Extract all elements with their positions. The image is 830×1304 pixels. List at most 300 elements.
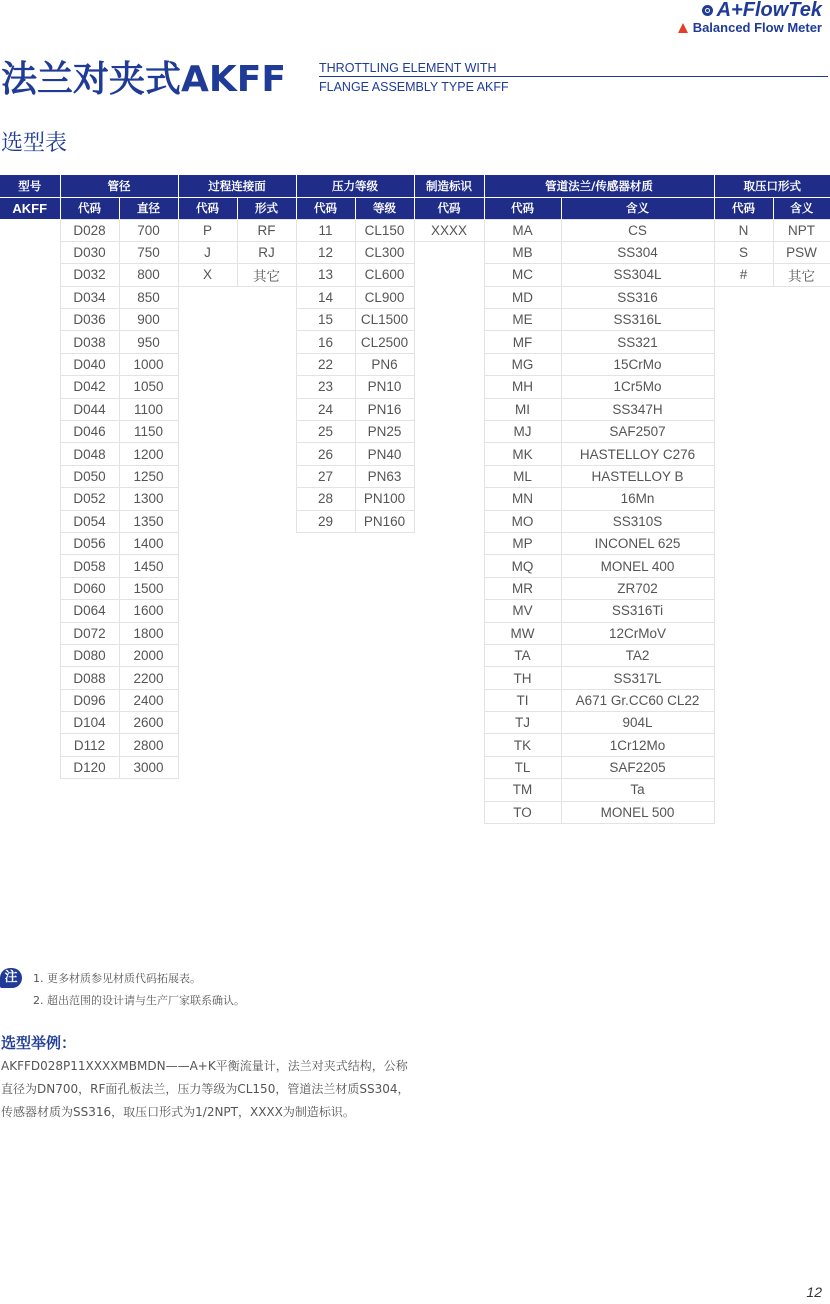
model-cell-empty [0, 353, 60, 375]
empty-cell [414, 331, 484, 353]
pipe-code: D058 [60, 555, 119, 577]
empty-cell [773, 712, 830, 734]
empty-cell [178, 376, 237, 398]
empty-cell [178, 577, 237, 599]
pipe-diameter: 2400 [119, 689, 178, 711]
empty-cell [714, 734, 773, 756]
model-cell-empty [0, 756, 60, 778]
empty-cell [355, 600, 414, 622]
empty-cell [714, 331, 773, 353]
pipe-code: D046 [60, 421, 119, 443]
tap-type: 其它 [773, 264, 830, 286]
empty-cell [773, 286, 830, 308]
tap-type: PSW [773, 241, 830, 263]
empty-cell [237, 779, 296, 801]
group-header: 取压口形式 [714, 175, 830, 197]
empty-cell [178, 779, 237, 801]
empty-cell [296, 600, 355, 622]
pipe-code: D060 [60, 577, 119, 599]
empty-cell [773, 532, 830, 554]
material-code: MW [484, 622, 561, 644]
empty-cell [414, 756, 484, 778]
empty-cell [414, 241, 484, 263]
empty-cell [178, 756, 237, 778]
note-badge: 注 [0, 968, 22, 988]
empty-cell [296, 756, 355, 778]
empty-cell [237, 465, 296, 487]
model-cell-empty [0, 264, 60, 286]
material-name: MONEL 500 [561, 801, 714, 823]
logo-ring-icon [702, 5, 713, 16]
pressure-code: 16 [296, 331, 355, 353]
sub-header: 代码 [484, 197, 561, 219]
table-row [0, 421, 830, 443]
material-name: SS310S [561, 510, 714, 532]
pressure-class: CL150 [355, 219, 414, 241]
pipe-diameter: 2200 [119, 667, 178, 689]
model-code: AKFF [0, 197, 60, 219]
material-name: SS316 [561, 286, 714, 308]
pressure-class: PN40 [355, 443, 414, 465]
pipe-diameter: 1450 [119, 555, 178, 577]
empty-cell [178, 488, 237, 510]
empty-cell [773, 577, 830, 599]
material-name: A671 Gr.CC60 CL22 [561, 689, 714, 711]
empty-cell [773, 443, 830, 465]
brand-tagline: Balanced Flow Meter [692, 20, 822, 35]
pipe-diameter: 2800 [119, 734, 178, 756]
model-cell-empty [0, 421, 60, 443]
empty-cell [237, 488, 296, 510]
empty-cell [414, 398, 484, 420]
empty-cell [414, 622, 484, 644]
sub-header: 代码 [178, 197, 237, 219]
empty-cell [237, 555, 296, 577]
table-row [0, 689, 830, 711]
material-name: SS316Ti [561, 600, 714, 622]
pipe-code: D104 [60, 712, 119, 734]
empty-cell [296, 667, 355, 689]
empty-cell [60, 801, 119, 823]
pressure-code: 12 [296, 241, 355, 263]
empty-cell [773, 779, 830, 801]
empty-cell [414, 264, 484, 286]
table-row [0, 510, 830, 532]
pipe-diameter: 1000 [119, 353, 178, 375]
empty-cell [773, 622, 830, 644]
empty-cell [178, 689, 237, 711]
empty-cell [714, 443, 773, 465]
model-cell-empty [0, 712, 60, 734]
connection-code: P [178, 219, 237, 241]
empty-cell [714, 577, 773, 599]
empty-cell [296, 734, 355, 756]
empty-cell [714, 510, 773, 532]
pipe-code: D088 [60, 667, 119, 689]
empty-cell [237, 376, 296, 398]
empty-cell [773, 555, 830, 577]
empty-cell [355, 622, 414, 644]
material-code: MN [484, 488, 561, 510]
empty-cell [714, 421, 773, 443]
pressure-class: PN100 [355, 488, 414, 510]
pipe-diameter: 1100 [119, 398, 178, 420]
empty-cell [355, 712, 414, 734]
pressure-code: 13 [296, 264, 355, 286]
material-code: ML [484, 465, 561, 487]
empty-cell [237, 353, 296, 375]
empty-cell [296, 555, 355, 577]
empty-cell [714, 622, 773, 644]
empty-cell [414, 667, 484, 689]
pipe-diameter: 1300 [119, 488, 178, 510]
empty-cell [355, 555, 414, 577]
table-row [0, 532, 830, 554]
empty-cell [296, 532, 355, 554]
pipe-code: D050 [60, 465, 119, 487]
empty-cell [178, 532, 237, 554]
pipe-diameter: 2600 [119, 712, 178, 734]
empty-cell [773, 465, 830, 487]
empty-cell [178, 667, 237, 689]
empty-cell [296, 644, 355, 666]
empty-cell [178, 331, 237, 353]
empty-cell [773, 376, 830, 398]
pipe-code: D052 [60, 488, 119, 510]
empty-cell [119, 801, 178, 823]
empty-cell [355, 779, 414, 801]
model-cell-empty [0, 241, 60, 263]
model-cell-empty [0, 331, 60, 353]
pipe-diameter: 1350 [119, 510, 178, 532]
empty-cell [178, 443, 237, 465]
pipe-diameter: 1600 [119, 600, 178, 622]
pipe-code: D040 [60, 353, 119, 375]
pipe-code: D028 [60, 219, 119, 241]
pressure-class: CL600 [355, 264, 414, 286]
table-row [0, 443, 830, 465]
table-row [0, 376, 830, 398]
table-row [0, 286, 830, 308]
pipe-code: D064 [60, 600, 119, 622]
empty-cell [237, 734, 296, 756]
material-code: MD [484, 286, 561, 308]
pipe-code: D096 [60, 689, 119, 711]
model-cell-empty [0, 779, 60, 801]
material-name: SS317L [561, 667, 714, 689]
model-cell-empty [0, 309, 60, 331]
table-row [0, 264, 830, 286]
empty-cell [414, 353, 484, 375]
sub-header: 含义 [773, 197, 830, 219]
empty-cell [773, 756, 830, 778]
material-code: TA [484, 644, 561, 666]
pipe-code: D054 [60, 510, 119, 532]
pipe-diameter: 900 [119, 309, 178, 331]
material-name: 16Mn [561, 488, 714, 510]
table-sub-header-row [0, 197, 830, 219]
material-name: 904L [561, 712, 714, 734]
material-name: 1Cr12Mo [561, 734, 714, 756]
sub-header: 等级 [355, 197, 414, 219]
pressure-code: 15 [296, 309, 355, 331]
pipe-diameter: 800 [119, 264, 178, 286]
empty-cell [178, 600, 237, 622]
material-code: TI [484, 689, 561, 711]
empty-cell [414, 286, 484, 308]
brand-tagline-row [678, 20, 822, 35]
pressure-class: PN160 [355, 510, 414, 532]
material-name: SAF2205 [561, 756, 714, 778]
material-code: MV [484, 600, 561, 622]
empty-cell [355, 644, 414, 666]
empty-cell [355, 667, 414, 689]
pipe-diameter: 950 [119, 331, 178, 353]
empty-cell [414, 532, 484, 554]
empty-cell [178, 712, 237, 734]
table-row [0, 353, 830, 375]
pipe-code: D112 [60, 734, 119, 756]
material-name: SAF2507 [561, 421, 714, 443]
pipe-diameter: 1500 [119, 577, 178, 599]
empty-cell [178, 734, 237, 756]
empty-cell [355, 756, 414, 778]
material-name: SS304L [561, 264, 714, 286]
title-en-line2: FLANGE ASSEMBLY TYPE AKFF [319, 80, 509, 94]
empty-cell [296, 801, 355, 823]
empty-cell [178, 801, 237, 823]
pressure-class: CL1500 [355, 309, 414, 331]
material-name: 1Cr5Mo [561, 376, 714, 398]
empty-cell [714, 801, 773, 823]
empty-cell [714, 555, 773, 577]
empty-cell [773, 600, 830, 622]
material-name: MONEL 400 [561, 555, 714, 577]
empty-cell [414, 734, 484, 756]
empty-cell [414, 801, 484, 823]
pipe-code: D080 [60, 644, 119, 666]
empty-cell [773, 734, 830, 756]
connection-type: RF [237, 219, 296, 241]
empty-cell [237, 443, 296, 465]
model-cell-empty [0, 801, 60, 823]
model-cell-empty [0, 600, 60, 622]
pressure-code: 26 [296, 443, 355, 465]
table-row [0, 398, 830, 420]
logo-triangle-icon [678, 23, 688, 33]
model-cell-empty [0, 667, 60, 689]
empty-cell [296, 712, 355, 734]
pipe-code: D032 [60, 264, 119, 286]
pipe-code: D034 [60, 286, 119, 308]
empty-cell [714, 376, 773, 398]
title-en-line1: THROTTLING ELEMENT WITH [319, 60, 828, 77]
material-code: TK [484, 734, 561, 756]
empty-cell [178, 622, 237, 644]
sub-header: 含义 [561, 197, 714, 219]
material-name: SS304 [561, 241, 714, 263]
empty-cell [714, 488, 773, 510]
empty-cell [773, 398, 830, 420]
empty-cell [773, 353, 830, 375]
model-cell-empty [0, 644, 60, 666]
sub-header: 代码 [414, 197, 484, 219]
material-name: HASTELLOY B [561, 465, 714, 487]
material-code: MP [484, 532, 561, 554]
pressure-code: 29 [296, 510, 355, 532]
empty-cell [178, 309, 237, 331]
material-code: TO [484, 801, 561, 823]
empty-cell [414, 309, 484, 331]
table-row [0, 309, 830, 331]
brand-name-row [678, 0, 822, 20]
material-name: SS347H [561, 398, 714, 420]
material-code: MB [484, 241, 561, 263]
example-title: 选型举例： [1, 1034, 77, 1052]
material-name: CS [561, 219, 714, 241]
empty-cell [237, 510, 296, 532]
empty-cell [714, 644, 773, 666]
empty-cell [414, 488, 484, 510]
connection-code: X [178, 264, 237, 286]
empty-cell [178, 510, 237, 532]
pipe-code: D056 [60, 532, 119, 554]
group-header: 制造标识 [414, 175, 484, 197]
pipe-diameter: 1050 [119, 376, 178, 398]
empty-cell [355, 734, 414, 756]
empty-cell [414, 376, 484, 398]
empty-cell [714, 532, 773, 554]
material-name: ZR702 [561, 577, 714, 599]
pipe-code: D072 [60, 622, 119, 644]
empty-cell [237, 667, 296, 689]
pressure-code: 22 [296, 353, 355, 375]
pressure-class: PN63 [355, 465, 414, 487]
table-row [0, 331, 830, 353]
material-name: Ta [561, 779, 714, 801]
sub-header: 代码 [60, 197, 119, 219]
sub-header: 代码 [296, 197, 355, 219]
pressure-class: PN6 [355, 353, 414, 375]
model-cell-empty [0, 555, 60, 577]
material-code: MQ [484, 555, 561, 577]
empty-cell [237, 421, 296, 443]
empty-cell [714, 779, 773, 801]
pressure-code: 27 [296, 465, 355, 487]
table-row [0, 644, 830, 666]
material-name: 15CrMo [561, 353, 714, 375]
empty-cell [414, 712, 484, 734]
table-row [0, 600, 830, 622]
material-name: INCONEL 625 [561, 532, 714, 554]
empty-cell [714, 309, 773, 331]
empty-cell [773, 689, 830, 711]
empty-cell [414, 443, 484, 465]
pipe-code: D038 [60, 331, 119, 353]
pipe-code: D042 [60, 376, 119, 398]
model-cell-empty [0, 510, 60, 532]
pipe-diameter: 1800 [119, 622, 178, 644]
empty-cell [178, 398, 237, 420]
empty-cell [414, 577, 484, 599]
pipe-code: D036 [60, 309, 119, 331]
empty-cell [414, 510, 484, 532]
sub-header: 形式 [237, 197, 296, 219]
selection-table [0, 175, 830, 824]
material-code: MO [484, 510, 561, 532]
model-cell-empty [0, 532, 60, 554]
pipe-diameter: 700 [119, 219, 178, 241]
page-number: 12 [806, 1284, 822, 1300]
pressure-class: PN25 [355, 421, 414, 443]
model-cell-empty [0, 622, 60, 644]
material-code: TM [484, 779, 561, 801]
group-header: 管径 [60, 175, 178, 197]
example-body: AKFFD028P11XXXXMBMDN——A+K平衡流量计，法兰对夹式结构，公称直径为DN700，RF面孔板法兰，压力等级为CL150，管道法兰材质SS304，传感器材质为SS316，取压口形式为1/2NPT，XXXX为制造标识。 [1, 1059, 410, 1119]
table-row [0, 577, 830, 599]
model-cell-empty [0, 443, 60, 465]
pipe-diameter: 1200 [119, 443, 178, 465]
pressure-code: 11 [296, 219, 355, 241]
empty-cell [119, 779, 178, 801]
note-line-2: 2. 超出范围的设计请与生产厂家联系确认。 [33, 994, 245, 1007]
connection-type: RJ [237, 241, 296, 263]
pressure-code: 28 [296, 488, 355, 510]
table-row [0, 756, 830, 778]
model-cell-empty [0, 734, 60, 756]
pipe-diameter: 2000 [119, 644, 178, 666]
empty-cell [296, 577, 355, 599]
table-row [0, 779, 830, 801]
pressure-code: 25 [296, 421, 355, 443]
material-code: TL [484, 756, 561, 778]
pressure-code: 24 [296, 398, 355, 420]
table-row [0, 465, 830, 487]
empty-cell [237, 600, 296, 622]
empty-cell [178, 465, 237, 487]
material-code: MJ [484, 421, 561, 443]
empty-cell [237, 712, 296, 734]
model-cell-empty [0, 689, 60, 711]
empty-cell [296, 622, 355, 644]
empty-cell [414, 465, 484, 487]
page-title-english [319, 60, 828, 95]
empty-cell [714, 600, 773, 622]
material-code: MA [484, 219, 561, 241]
table-row [0, 241, 830, 263]
empty-cell [355, 532, 414, 554]
model-cell-empty [0, 398, 60, 420]
table-row [0, 488, 830, 510]
empty-cell [178, 555, 237, 577]
pipe-diameter: 850 [119, 286, 178, 308]
model-cell-empty [0, 219, 60, 241]
pipe-diameter: 1150 [119, 421, 178, 443]
table-row [0, 801, 830, 823]
tap-code: S [714, 241, 773, 263]
empty-cell [714, 712, 773, 734]
group-header: 压力等级 [296, 175, 414, 197]
pressure-class: CL2500 [355, 331, 414, 353]
empty-cell [773, 644, 830, 666]
empty-cell [714, 689, 773, 711]
empty-cell [237, 689, 296, 711]
empty-cell [773, 488, 830, 510]
material-name: 12CrMoV [561, 622, 714, 644]
empty-cell [237, 756, 296, 778]
empty-cell [714, 353, 773, 375]
page-title: 法兰对夹式AKFF [1, 59, 286, 100]
